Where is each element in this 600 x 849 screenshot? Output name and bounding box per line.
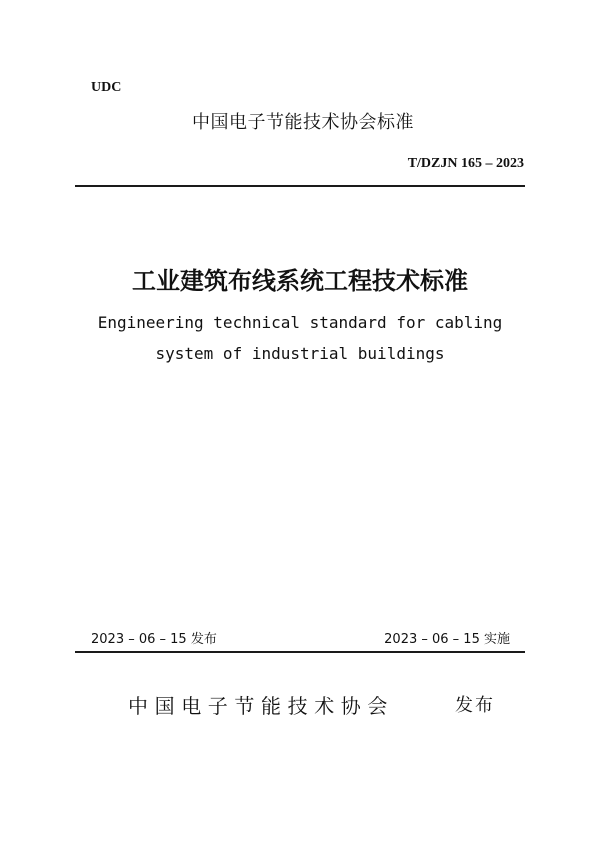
issue-date: 2023 – 06 – 15 发布: [91, 632, 217, 647]
implementation-date: 2023 – 06 – 15 实施: [384, 632, 510, 647]
document-title-english-line1: Engineering technical standard for cabling: [97, 313, 503, 332]
header-divider: [75, 185, 525, 187]
document-title-chinese: 工业建筑布线系统工程技术标准: [132, 267, 468, 295]
standard-category: 中国电子节能技术协会标准: [192, 112, 414, 133]
publisher-name: 中国电子节能技术协会: [128, 694, 394, 718]
udc-label: UDC: [91, 80, 122, 95]
standard-number: T/DZJN 165 – 2023: [407, 156, 524, 171]
publish-label: 发布: [455, 695, 495, 716]
footer-divider: [75, 651, 525, 653]
document-title-english-line2: system of industrial buildings: [155, 344, 445, 363]
